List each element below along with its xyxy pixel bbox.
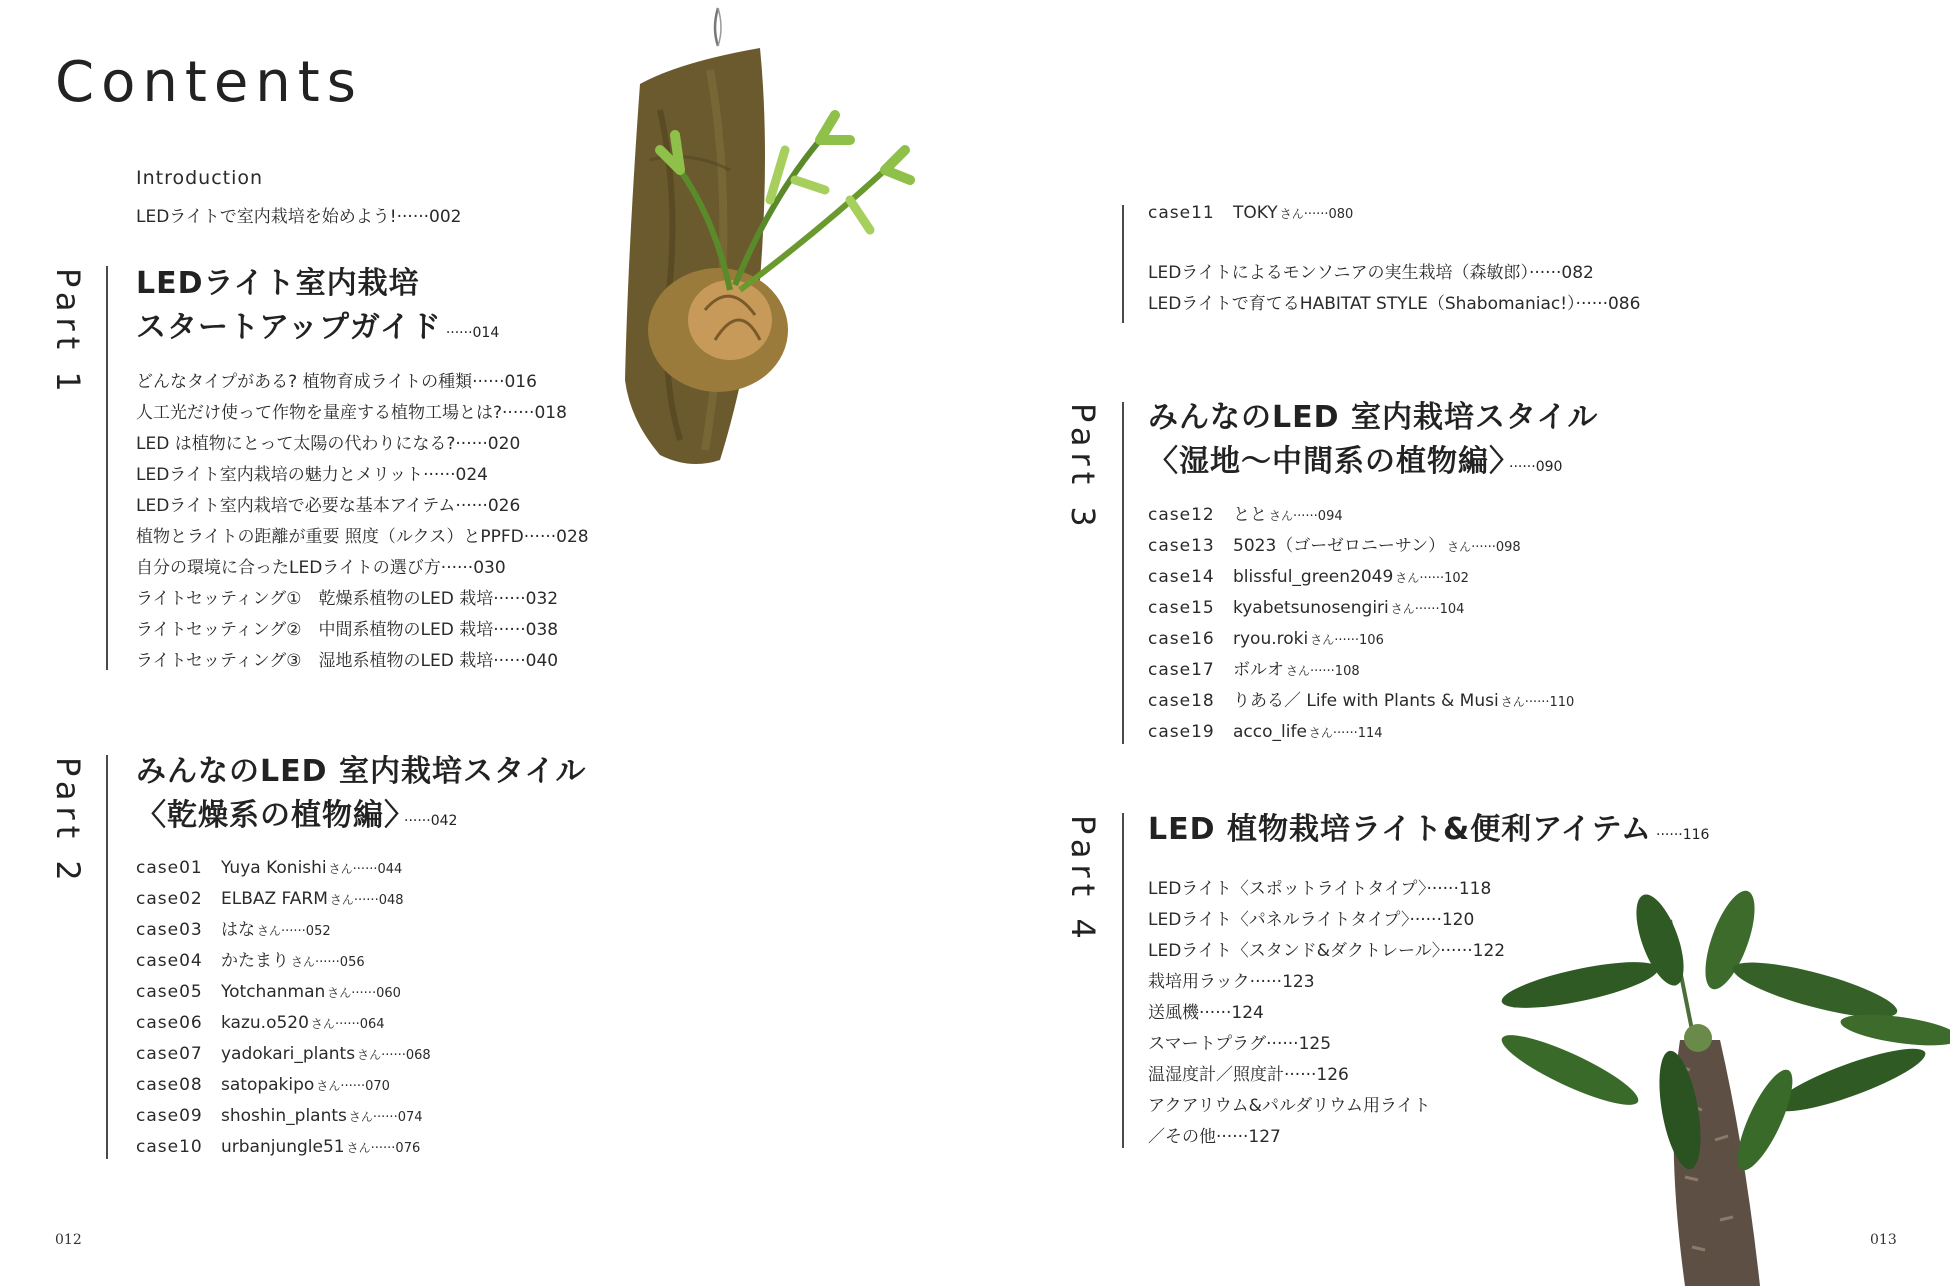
case-row[interactable]: case16 ryou.roki さん······106 [1148, 629, 1384, 649]
list-item[interactable]: ライトセッティング③ 湿地系植物のLED 栽培······040 [136, 651, 559, 671]
part1-label: Part 1 [49, 268, 87, 398]
page-number-left: 012 [55, 1232, 82, 1248]
part2-list [136, 853, 431, 1163]
case-row[interactable]: case07 yadokari_plants さん······068 [136, 1044, 431, 1064]
part1-list [136, 367, 589, 677]
part3-heading-page: ······090 [1509, 459, 1563, 475]
case-row[interactable]: case17 ボルオ さん······108 [1148, 660, 1360, 680]
case-row[interactable]: case15 kyabetsunosengiri さん······104 [1148, 598, 1465, 618]
introduction-item[interactable]: LEDライトで室内栽培を始めよう!······002 [136, 207, 462, 227]
page-title: Contents [55, 50, 363, 115]
list-item[interactable]: LEDライトで育てるHABITAT STYLE（Shabomaniac!）······086 [1148, 294, 1641, 314]
case-row[interactable]: case18 りある／ Life with Plants & Musi さん······110 [1148, 691, 1575, 711]
case-row[interactable]: case05 Yotchanman さん······060 [136, 982, 401, 1002]
list-item[interactable]: LED は植物にとって太陽の代わりになる?······020 [136, 434, 521, 454]
list-item[interactable]: ライトセッティング① 乾燥系植物のLED 栽培······032 [136, 589, 559, 609]
list-item[interactable]: ／その他······127 [1148, 1127, 1281, 1147]
part1-heading[interactable] [136, 262, 499, 355]
part3-label: Part 3 [1064, 403, 1102, 533]
introduction-label: Introduction [136, 167, 264, 189]
case-row[interactable]: case12 とと さん······094 [1148, 505, 1343, 525]
list-item[interactable]: アクアリウム&パルダリウム用ライト [1148, 1096, 1431, 1116]
list-item[interactable]: LEDライト〈スポットライトタイプ〉······118 [1148, 879, 1492, 899]
part1-heading-page: ······014 [445, 325, 500, 341]
list-item[interactable]: どんなタイプがある? 植物育成ライトの種類······016 [136, 372, 537, 392]
list-item[interactable]: 温湿度計／照度計······126 [1148, 1065, 1349, 1085]
case-row[interactable]: case06 kazu.o520 さん······064 [136, 1013, 385, 1033]
part3-list [1148, 500, 1574, 748]
list-item[interactable]: 送風機······124 [1148, 1003, 1264, 1023]
case-row[interactable]: case03 はな さん······052 [136, 920, 331, 940]
list-item[interactable]: LEDライト室内栽培の魅力とメリット······024 [136, 465, 488, 485]
part1-heading-line1: LEDライト室内栽培 [136, 266, 420, 301]
list-item[interactable]: 栽培用ラック······123 [1148, 972, 1315, 992]
part2-heading-line2: 〈乾燥系の植物編〉 ······042 [136, 798, 458, 833]
list-item[interactable]: 植物とライトの距離が重要 照度（ルクス）とPPFD······028 [136, 527, 589, 547]
list-item[interactable]: 自分の環境に合ったLEDライトの選び方······030 [136, 558, 506, 578]
case-row[interactable]: case08 satopakipo さん······070 [136, 1075, 390, 1095]
list-item[interactable]: LEDライト〈パネルライトタイプ〉······120 [1148, 910, 1475, 930]
part2-heading[interactable] [136, 750, 586, 843]
list-item[interactable]: LEDライト〈スタンド&ダクトレール〉······122 [1148, 941, 1506, 961]
part4-heading[interactable]: LED 植物栽培ライト&便利アイテム ······116 [1148, 812, 1710, 847]
page-number-right: 013 [1870, 1232, 1897, 1248]
part4-rule [1122, 813, 1124, 1148]
top-right-rule [1122, 205, 1124, 323]
case-row[interactable]: case01 Yuya Konishi さん······044 [136, 858, 403, 878]
case-row[interactable]: case09 shoshin_plants さん······074 [136, 1106, 423, 1126]
part3-rule [1122, 402, 1124, 744]
pachypodium-illustration [1430, 880, 1950, 1286]
list-item[interactable]: LEDライト室内栽培で必要な基本アイテム······026 [136, 496, 521, 516]
list-item[interactable]: ライトセッティング② 中間系植物のLED 栽培······038 [136, 620, 559, 640]
part3-heading-line2: 〈湿地～中間系の植物編〉 ······090 [1148, 444, 1563, 479]
case-row[interactable]: case10 urbanjungle51 さん······076 [136, 1137, 421, 1157]
part3-heading-line1: みんなのLED 室内栽培スタイル [1148, 400, 1599, 435]
list-item[interactable]: LEDライトによるモンソニアの実生栽培（森敏郎）······082 [1148, 263, 1594, 283]
part2-heading-page: ······042 [404, 813, 458, 829]
case-row[interactable]: case13 5023（ゴーゼロニーサン） さん······098 [1148, 536, 1521, 556]
case-row[interactable]: case04 かたまり さん······056 [136, 951, 365, 971]
list-item[interactable]: スマートプラグ······125 [1148, 1034, 1332, 1054]
staghorn-fern-illustration [620, 0, 920, 480]
part1-rule [106, 266, 108, 670]
part1-heading-line2: スタートアップガイド ······014 [136, 310, 500, 345]
part4-label: Part 4 [1064, 815, 1102, 945]
case-row[interactable]: case19 acco_life さん······114 [1148, 722, 1383, 742]
part2-heading-line1: みんなのLED 室内栽培スタイル [136, 754, 587, 789]
case-row[interactable]: case02 ELBAZ FARM さん······048 [136, 889, 404, 909]
part4-heading-page: ······116 [1656, 827, 1710, 843]
part3-heading[interactable] [1148, 396, 1598, 489]
case-row[interactable]: case14 blissful_green2049 さん······102 [1148, 567, 1469, 587]
case-row[interactable]: case11 TOKY さん······080 [1148, 203, 1354, 223]
part2-rule [106, 755, 108, 1159]
part2-label: Part 2 [49, 757, 87, 887]
top-right-list [1148, 198, 1640, 320]
list-item[interactable]: 人工光だけ使って作物を量産する植物工場とは?······018 [136, 403, 567, 423]
